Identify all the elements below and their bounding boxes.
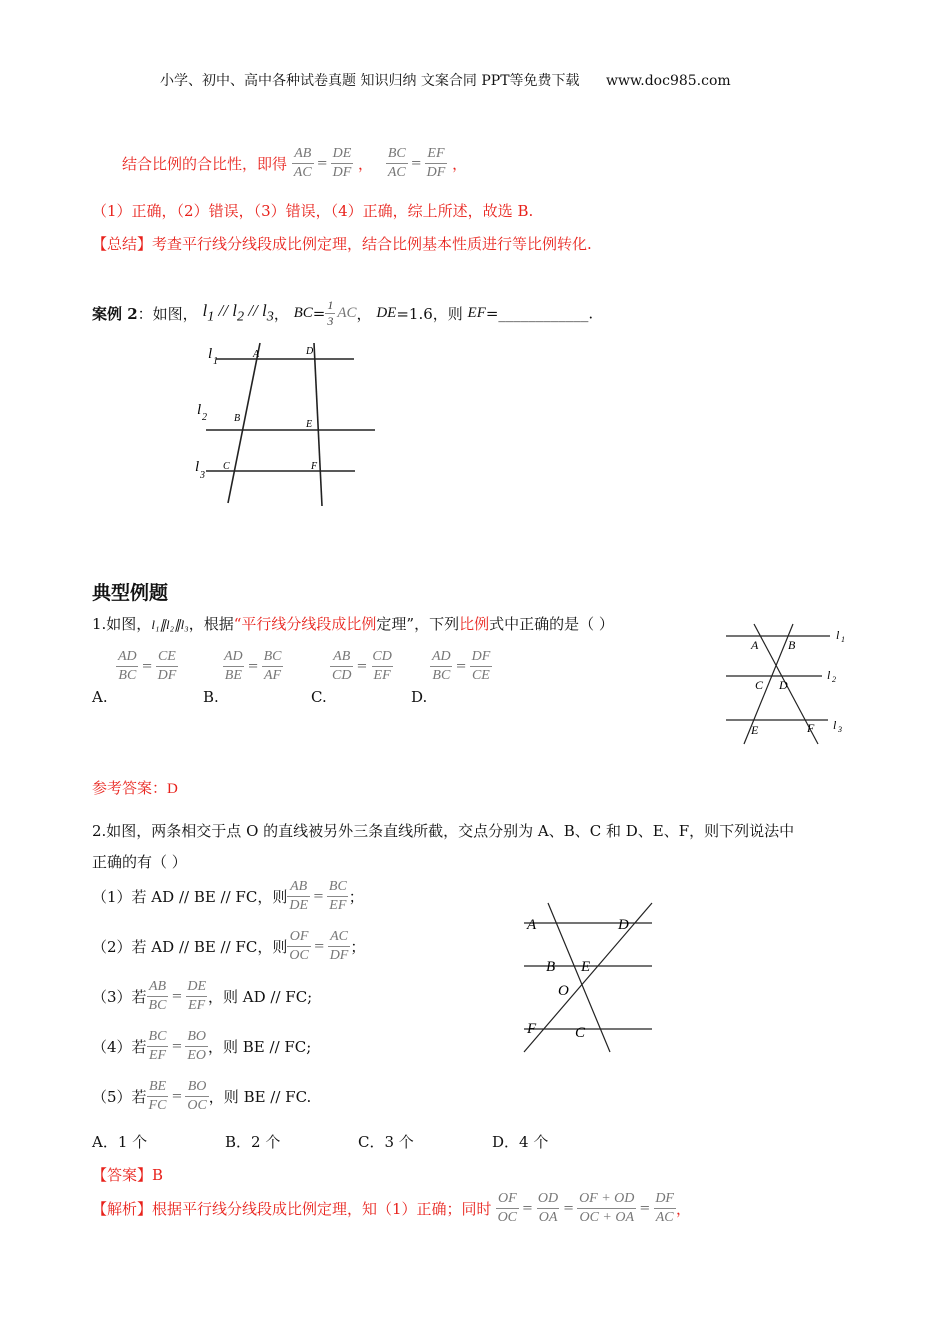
q1-figure — [722, 622, 852, 750]
q1-answer: 参考答案：D — [92, 781, 178, 797]
q2-item-2: （2）若 AD // BE // FC，则 $\frac{OF}{OC}$ = $\frac{AC}{DF}$ ； — [92, 929, 366, 963]
point-f: F — [311, 461, 318, 472]
section-title: 典型例题 — [92, 582, 169, 604]
q2-answer: 【答案】B — [92, 1166, 164, 1184]
case2-answer-blank: =____________. — [485, 304, 594, 323]
q1-option-a[interactable]: A. — [92, 688, 108, 706]
q2-analysis: 【解析】根据平行线分线段成比例定理，知（1）正确；同时 $\frac{OF}{OC}$ = $\frac{OD}{OA}$ = $\frac{OF + OD}{OC + OA}$ = $\frac{DF}{AC}$ ， — [92, 1191, 691, 1225]
label-l1: l — [208, 346, 213, 362]
svg-text:l: l — [827, 668, 831, 682]
svg-text:B: B — [546, 959, 556, 975]
q2-stem-line2: 正确的有（ ） — [92, 853, 187, 871]
q1-option-d[interactable]: D. — [411, 688, 428, 706]
q1-option-a-formula: $\frac{AD}{BC}$ = $\frac{CE}{DF}$ — [118, 649, 177, 683]
svg-text:1: 1 — [213, 356, 218, 367]
transversal-ac — [228, 343, 260, 503]
q1-option-b-formula: $\frac{AD}{BE}$ = $\frac{BC}{AF}$ — [224, 649, 282, 683]
svg-text:2: 2 — [202, 412, 207, 423]
svg-text:3: 3 — [200, 470, 205, 481]
svg-text:F: F — [527, 1021, 537, 1037]
point-b: B — [234, 413, 241, 424]
svg-text:A: A — [751, 638, 759, 652]
header-url: www.doc985.com — [605, 73, 731, 89]
svg-text:B: B — [788, 638, 796, 652]
q2-figure — [520, 898, 662, 1058]
intro-conclusion: （1）正确，（2）错误，（3）错误，（4）正确，综上所述，故选 B. — [92, 202, 534, 220]
q2-item-1: （1）若 AD // BE // FC，则 $\frac{AB}{DE}$ = $\frac{BC}{EF}$ ； — [92, 879, 364, 913]
analysis-tag: 【解析】 — [92, 1200, 153, 1218]
q2-item-5: （5）若 $\frac{BE}{FC}$ = $\frac{BO}{OC}$ ，则 BE // FC. — [92, 1079, 312, 1113]
svg-text:l: l — [833, 718, 837, 732]
analysis-frac-3: $\frac{OF + OD}{OC + OA}$ — [579, 1191, 635, 1225]
svg-text:2: 2 — [832, 675, 836, 684]
q2-option-d[interactable]: D．4 个 — [492, 1133, 549, 1151]
label-l3: l — [195, 459, 200, 475]
svg-text:D: D — [618, 917, 629, 933]
analysis-text: 根据平行线分线段成比例定理，知（1）正确；同时 — [152, 1200, 492, 1218]
svg-text:3: 3 — [838, 725, 842, 734]
case2-frac: $\frac{1}{3}$ — [327, 298, 334, 328]
case2-lines: $l_1 // l_2 // l_3$ — [202, 301, 274, 325]
q1-stem: 1.如图，l₁∥l₂∥l₃，根据“平行线分线段成比例定理”，下列比例式中正确的是（ ） — [92, 615, 614, 633]
case2-figure — [190, 338, 390, 510]
transversal-df — [314, 343, 322, 506]
q2-option-c[interactable]: C．3 个 — [358, 1133, 414, 1151]
svg-text:D: D — [779, 678, 788, 692]
page-header — [160, 70, 731, 90]
point-e: E — [306, 419, 313, 430]
svg-text:O: O — [558, 983, 569, 999]
point-d: D — [306, 346, 314, 357]
q1-option-b[interactable]: B. — [203, 688, 219, 706]
point-a: A — [253, 349, 260, 360]
svg-text:A: A — [527, 917, 537, 933]
analysis-frac-1: $\frac{OF}{OC}$ — [497, 1191, 518, 1225]
intro-summary — [92, 233, 592, 254]
intro-lead: 结合比例的合比性，即得 — [122, 155, 288, 173]
svg-text:l: l — [836, 628, 840, 642]
intro-frac1-right: $\frac{DE}{DF}$ — [332, 146, 352, 180]
intro-frac2-right: $\frac{EF}{DF}$ — [426, 146, 446, 180]
analysis-frac-2: $\frac{OD}{OA}$ — [537, 1191, 559, 1225]
svg-text:1: 1 — [841, 635, 845, 644]
label-l2: l — [197, 402, 202, 418]
q2-option-a[interactable]: A．1 个 — [92, 1133, 148, 1151]
intro-frac2-left: $\frac{BC}{AC}$ — [387, 146, 406, 180]
header-text: 小学、初中、高中各种试卷真题 知识归纳 文案合同 PPT等免费下载 — [160, 73, 580, 89]
svg-text:C: C — [755, 678, 764, 692]
summary-text: 考查平行线分线段成比例定理，结合比例基本性质进行等比例转化. — [152, 235, 592, 253]
q1-option-c[interactable]: C. — [311, 688, 327, 706]
case2-stem: 案例 2：如图， $l_1 // l_2 // l_3$， BC= $\frac{1}{3}$ AC， DE=1.6，则 EF=____________. — [92, 298, 594, 328]
line-dof — [524, 903, 652, 1052]
q1-option-d-formula: $\frac{AD}{BC}$ = $\frac{DF}{CE}$ — [432, 649, 491, 683]
svg-text:E: E — [581, 959, 591, 975]
analysis-frac-4: $\frac{DF}{AC}$ — [655, 1191, 674, 1225]
intro-frac1-left: $\frac{AB}{AC}$ — [293, 146, 312, 180]
intro-line: 结合比例的合比性，即得 $\frac{AB}{AC}$ = $\frac{DE}{DF}$ ， $\frac{BC}{AC}$ = $\frac{EF}{DF}$ ， — [122, 146, 468, 180]
q2-option-b[interactable]: B．2 个 — [225, 1133, 281, 1151]
case2-label: 案例 2 — [92, 305, 138, 323]
svg-text:C: C — [575, 1025, 586, 1041]
q2-item-4: （4）若 $\frac{BC}{EF}$ = $\frac{BO}{EO}$ ，则 BE // FC; — [92, 1029, 312, 1063]
q1-options — [92, 648, 512, 710]
summary-tag: 【总结】 — [92, 235, 153, 253]
q1-option-c-formula: $\frac{AB}{CD}$ = $\frac{CD}{EF}$ — [332, 649, 392, 683]
q2-item-3: （3）若 $\frac{AB}{BC}$ = $\frac{DE}{EF}$ ，则 AD // FC; — [92, 979, 313, 1013]
svg-text:F: F — [807, 721, 815, 735]
point-c: C — [223, 461, 230, 472]
q2-options — [92, 1131, 562, 1153]
svg-text:E: E — [751, 723, 759, 737]
q2-stem-line1: 2.如图，两条相交于点 O 的直线被另外三条直线所截，交点分别为 A、B、C 和 D、E、F，则下列说法中 — [92, 822, 795, 840]
